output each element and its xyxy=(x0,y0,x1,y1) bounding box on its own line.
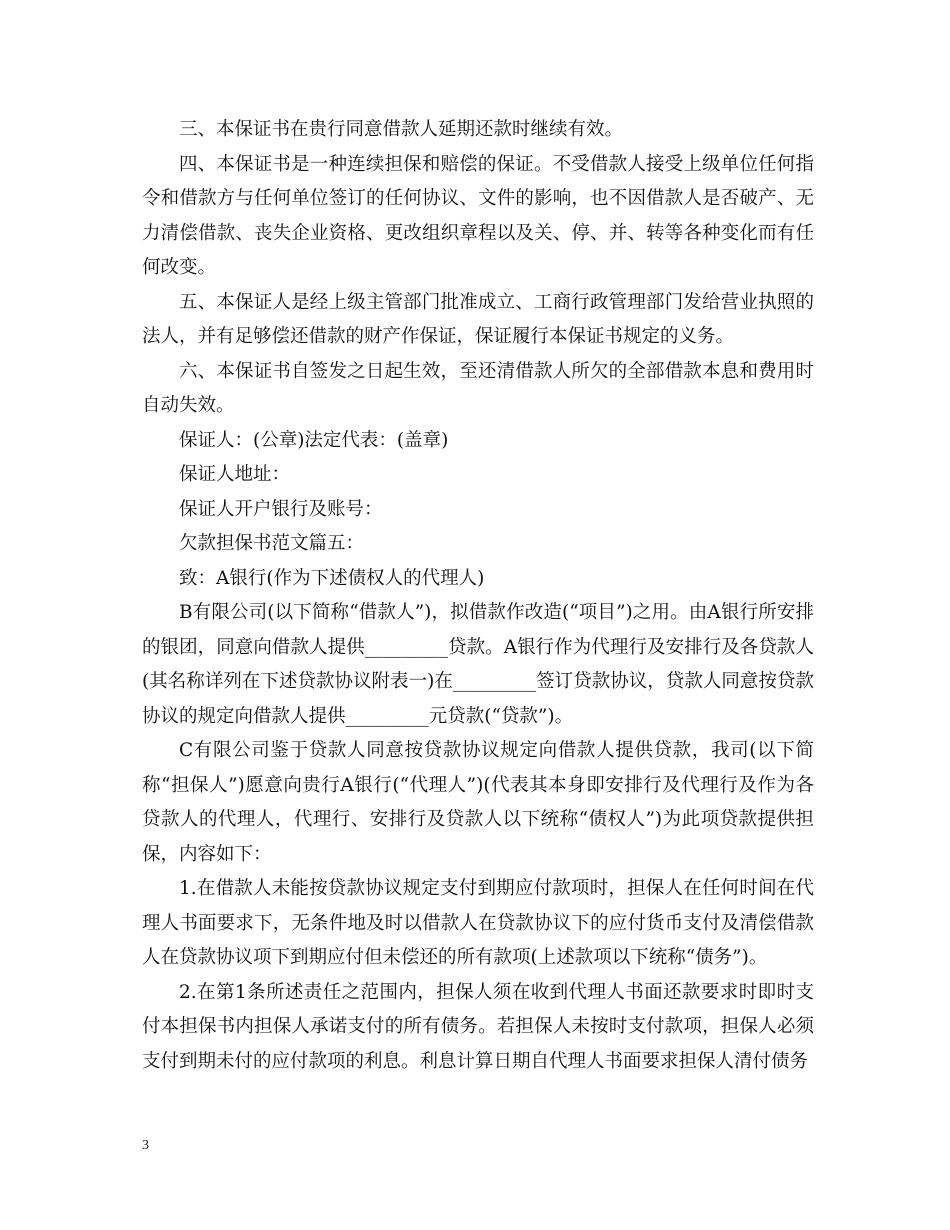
paragraph-clause-6: 六、本保证书自签发之日起生效，至还清借款人所欠的全部借款本息和费用时自动失效。 xyxy=(142,360,814,416)
guarantor-bank-account-line: 保证人开户银行及账号： xyxy=(179,498,383,520)
paragraph-clause-5: 五、本保证人是经上级主管部门批准成立、工商行政管理部门发给营业执照的法人，并有足够偿还借款的财产作保证，保证履行本保证书规定的义务。 xyxy=(142,291,814,347)
addressee-line: 致：A银行(作为下述债权人的代理人) xyxy=(179,567,485,589)
section-heading-sample-5: 欠款担保书范文篇五： xyxy=(179,533,365,554)
guarantor-address-line: 保证人地址： xyxy=(179,464,291,485)
paragraph-item-1: 1.在借款人未能按贷款协议规定支付到期应付款项时，担保人在任何时间在代理人书面要求下，无条件地及时以借款人在贷款协议下的应付货币支付及清偿借款人在贷款协议项下到期应付但未偿还的所有款项(上述款项以下统称“债务”)。 xyxy=(142,878,814,968)
page-number: 3 xyxy=(142,1138,149,1153)
paragraph-clause-3: 三、本保证书在贵行同意借款人延期还款时继续有效。 xyxy=(179,119,624,140)
paragraph-clause-4: 四、本保证书是一种连续担保和赔偿的保证。不受借款人接受上级单位任何指令和借款方与任何单位签订的任何协议、文件的影响，也不因借款人是否破产、无力清偿借款、丧失企业资格、更改组织章程以及关、停、并、转等各种变化而有任何改变。 xyxy=(142,153,814,278)
paragraph-borrower-intro: B有限公司(以下简称“借款人”)，拟借款作改造(“项目”)之用。由A银行所安排的银团，同意向借款人提供_________贷款。A银行作为代理行及安排行及各贷款人(其名称详列在下述贷款协议附表一)在_________签订贷款协议，贷款人同意按贷款协议的规定向借款人提供_________元贷款(“贷款”)。 xyxy=(142,602,814,727)
paragraph-guarantor-intro: C有限公司鉴于贷款人同意按贷款协议规定向借款人提供贷款，我司(以下简称“担保人”)愿意向贵行A银行(“代理人”)(代表其本身即安排行及代理行及作为各贷款人的代理人，代理行、安排行及贷款人以下统称“债权人”)为此项贷款提供担保，内容如下： xyxy=(142,740,814,865)
guarantor-signature-line: 保证人：(公章)法定代表：(盖章) xyxy=(179,429,449,451)
paragraph-item-2: 2.在第1条所述责任之范围内，担保人须在收到代理人书面还款要求时即时支付本担保书内担保人承诺支付的所有债务。若担保人未按时支付款项，担保人必须支付到期未付的应付款项的利息。利息计算日期自代理人书面要求担保人清付债务 xyxy=(142,981,814,1072)
document-body xyxy=(142,113,814,1079)
